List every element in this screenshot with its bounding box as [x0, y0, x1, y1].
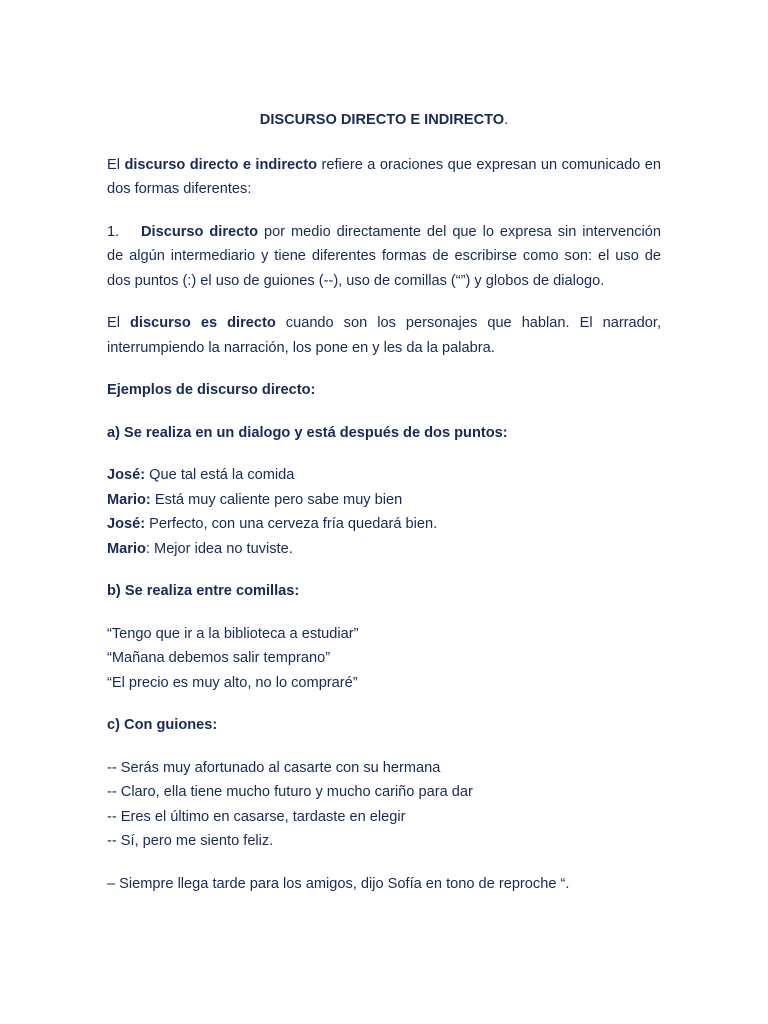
dialogue-text: Está muy caliente pero sabe muy bien — [150, 491, 403, 508]
item-1-text: por medio directamente del que lo expresa sin intervención de algún intermediario y tiene diferentes formas de escribirse como son: el uso de dos puntos (:) el uso de guiones (--), uso de comillas (“”) y globos de dialogo. — [107, 223, 661, 289]
title-text: DISCURSO DIRECTO E INDIRECTO — [259, 112, 505, 128]
title-period: . — [504, 112, 509, 128]
dialogue-line — [107, 488, 661, 513]
dialogue-text: Perfecto, con una cerveza fría quedará bien. — [145, 516, 438, 532]
item-1-paragraph — [107, 220, 661, 294]
quote-line: “Tengo que ir a la biblioteca a estudiar” — [107, 625, 359, 642]
document-body — [107, 108, 661, 896]
dialogue-text: : Mejor idea no tuviste. — [145, 540, 293, 557]
speaker-name: Mario: — [107, 491, 151, 508]
section-b-heading: b) Se realiza entre comillas: — [107, 583, 300, 599]
intro-bold: discurso directo e indirecto — [124, 156, 318, 173]
intro-post: refiere a oraciones que expresan un comunicado en dos formas diferentes: — [107, 156, 661, 197]
para2-bold: discurso es directo — [130, 315, 276, 331]
section-b-quotes — [107, 622, 661, 696]
examples-heading: Ejemplos de discurso directo: — [107, 382, 316, 398]
document-title — [107, 108, 661, 133]
intro-paragraph — [107, 153, 661, 202]
dialogue-line — [107, 537, 661, 562]
paragraph-2 — [107, 311, 661, 360]
dash-line: -- Eres el último en casarse, tardaste en elegir — [107, 808, 406, 825]
section-c-dashes — [107, 756, 661, 854]
quote-line: “El precio es muy alto, no lo compraré” — [107, 674, 358, 691]
intro-pre: El — [107, 156, 125, 173]
para2-post: cuando son los personajes que hablan. El narrador, interrumpiendo la narración, los pone en y les da la palabra. — [107, 315, 662, 356]
section-a-heading: a) Se realiza en un dialogo y está después de dos puntos: — [107, 424, 508, 441]
section-c-heading: c) Con guiones: — [107, 717, 218, 733]
dialogue-text: Que tal está la comida — [145, 467, 295, 483]
dash-line: -- Claro, ella tiene mucho futuro y mucho cariño para dar — [107, 784, 473, 800]
closing-line: – Siempre llega tarde para los amigos, dijo Sofía en tono de reproche “. — [107, 875, 570, 892]
speaker-name: José: — [107, 516, 146, 532]
dialogue-line — [107, 463, 661, 488]
item-1-number: 1. — [107, 223, 120, 240]
dash-line: -- Sí, pero me siento feliz. — [107, 833, 274, 849]
dialogue-line — [107, 512, 661, 537]
speaker-name: Mario — [107, 540, 146, 557]
section-a-dialogue — [107, 463, 661, 561]
para2-pre: El — [107, 315, 130, 331]
quote-line: “Mañana debemos salir temprano” — [107, 650, 331, 666]
dash-line: -- Serás muy afortunado al casarte con su hermana — [107, 759, 441, 776]
item-1-bold: Discurso directo — [141, 223, 259, 240]
speaker-name: José: — [107, 467, 146, 483]
